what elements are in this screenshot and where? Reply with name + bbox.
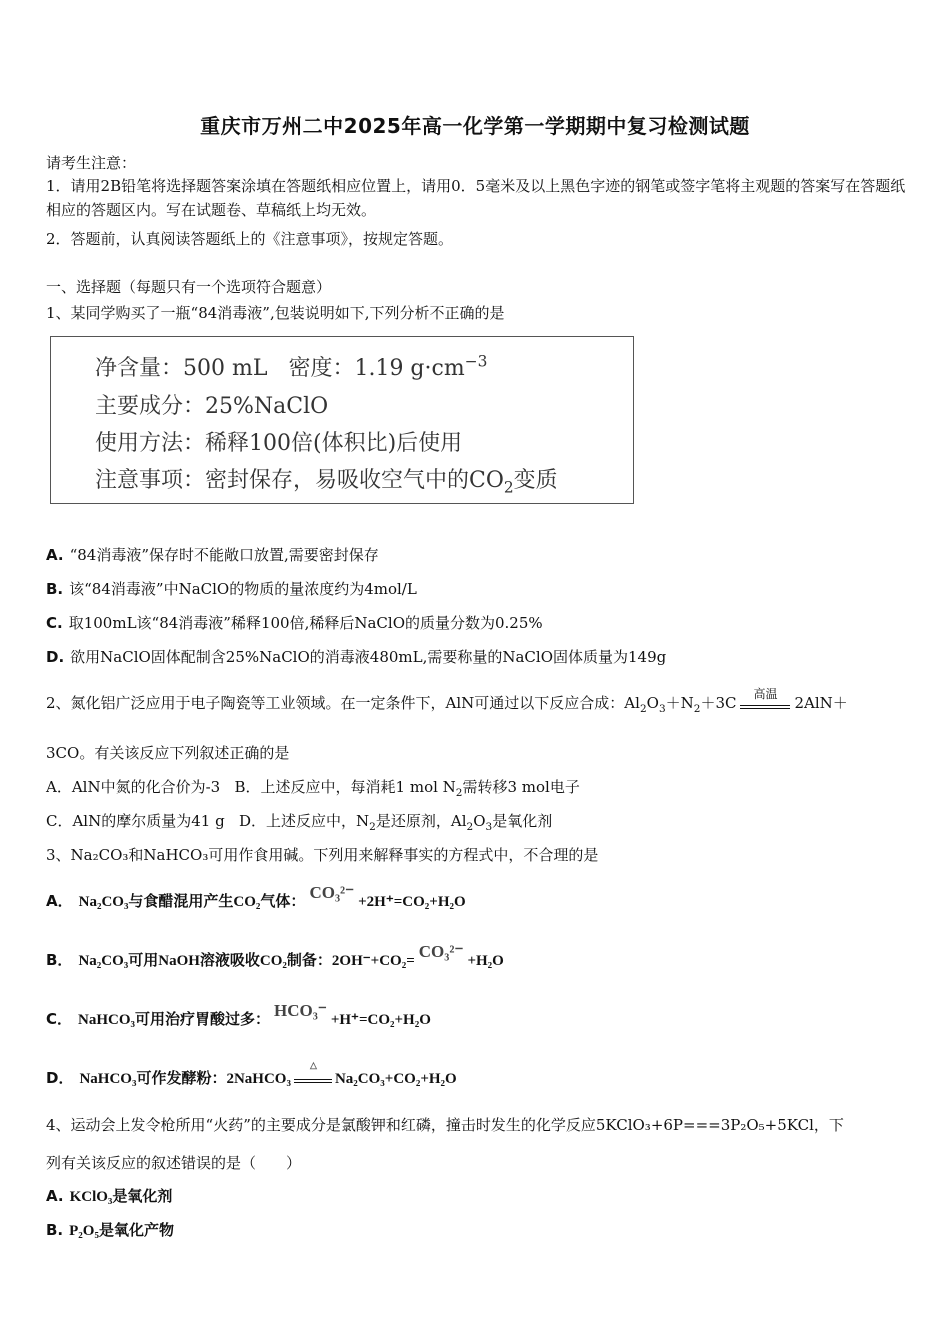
q2-option-b-end: 需转移3 mol电子 — [462, 778, 580, 796]
q2-option-d-end: 是氧化剂 — [492, 812, 553, 830]
question-2-stem: 2、氮化铝广泛应用于电子陶瓷等工业领域。在一定条件下，AlN可通过以下反应合成：$Al_2O_3+N_2+3C$ 高温 2AlN＋ — [46, 687, 848, 715]
label-net: 净含量：500 mL — [95, 356, 268, 381]
q2-option-d-o: O — [473, 812, 486, 830]
q4-option-b — [46, 1219, 174, 1240]
reaction-arrow-heat — [294, 1059, 332, 1086]
label-caution-text: 注意事项：密封保存，易吸收空气中的CO — [95, 468, 504, 493]
option-text: P₂O₅是氧化产物 — [69, 1223, 174, 1239]
option-letter: D. — [46, 648, 65, 666]
question-3-stem: 3、Na₂CO₃和NaHCO₃可用作食用碱。下列用来解释事实的方程式中，不合理的是 — [46, 846, 599, 864]
option-text: 欲用NaClO固体配制含25%NaClO的消毒液480mL,需要称量的NaClO固体质量为149g — [70, 648, 667, 666]
q1-option-b — [46, 578, 417, 599]
q3-option-c: C． NaHCO₃可用治疗胃酸过多： HCO₃⁻ +H⁺=CO₂+H₂O — [46, 1001, 431, 1028]
label-caution-end: 变质 — [513, 468, 558, 493]
carbonate-ion: CO₃²⁻ — [418, 942, 464, 961]
q1-option-a — [46, 544, 379, 565]
q3-option-a-text: Na₂CO₃与食醋混用产生CO₂气体： — [78, 894, 306, 910]
notice-heading: 请考生注意： — [46, 154, 137, 172]
question-1-stem: 1、某同学购买了一瓶“84消毒液”,包装说明如下,下列分析不正确的是 — [46, 304, 505, 322]
option-letter: C. — [46, 614, 63, 632]
page-title: 重庆市万州二中2025年高一化学第一学期期中复习检测试题 — [200, 114, 750, 138]
label-net-density — [95, 351, 487, 382]
arrow-label: △ — [309, 1059, 317, 1070]
q2-options-cd: C．AlN的摩尔质量为41 g D．上述反应中，$N_2$是还原剂，$Al_2O_3$是氧化剂 — [46, 812, 553, 833]
bicarbonate-ion: HCO₃⁻ — [274, 1001, 327, 1020]
q2-stem-product: 2AlN＋ — [794, 694, 848, 712]
option-text: 取100mL该“84消毒液”稀释100倍,稀释后NaClO的质量分数为0.25% — [68, 614, 543, 632]
q3-option-b-eq: +H₂O — [467, 953, 504, 969]
q2-option-c: C．AlN的摩尔质量为41 g — [46, 812, 225, 830]
label-density-exp: −3 — [464, 352, 488, 371]
q2-stem-n: ＋N — [665, 694, 694, 712]
q2-option-b: B．上述反应中，每消耗1 mol N — [234, 778, 456, 796]
q1-option-d — [46, 646, 666, 667]
q2-stem-o: O — [646, 694, 659, 712]
q3-option-d-eq: Na₂CO₃+CO₂+H₂O — [334, 1071, 457, 1087]
q3-option-b-text: Na₂CO₃可用NaOH溶液吸收CO₂制备：2OH⁻+CO₂= — [78, 953, 415, 969]
q2-option-a: A．AlN中氮的化合价为-3 — [46, 778, 221, 796]
label-usage: 使用方法：稀释100倍(体积比)后使用 — [95, 431, 463, 456]
notice-item-1: 1．请用2B铅笔将选择题答案涂填在答题纸相应位置上，请用0．5毫米及以上黑色字迹的钢笔或签字笔将主观题的答案写在答题纸相应的答题区内。写在试题卷、草稿纸上均无效。 — [46, 177, 906, 219]
label-density: 密度：1.19 g·cm — [288, 356, 465, 381]
q3-option-c-text: NaHCO₃可用治疗胃酸过多： — [78, 1012, 271, 1028]
q2-stem-c: ＋3C — [700, 694, 737, 712]
q2-option-d-mid: 是还原剂，Al — [375, 812, 467, 830]
q3-option-d: D． NaHCO₃可作发酵粉：2NaHCO₃ △ Na₂CO₃+CO₂+H₂O — [46, 1059, 457, 1087]
label-component: 主要成分：25%NaClO — [95, 394, 329, 419]
question-4-stem: 4、运动会上发令枪所用“火药”的主要成分是氯酸钾和红磷，撞击时发生的化学反应5KClO₃+6P===3P₂O₅+5KCl，下 — [46, 1116, 844, 1134]
option-letter: B. — [46, 1221, 64, 1239]
q3-option-a: A． Na₂CO₃与食醋混用产生CO₂气体： CO₃²⁻ +2H⁺=CO₂+H₂O — [46, 883, 466, 910]
label-caution — [95, 463, 558, 496]
option-text: 该“84消毒液”中NaClO的物质的量浓度约为4mol/L — [69, 580, 417, 598]
q4-option-a — [46, 1185, 172, 1206]
q2-options-ab: A．AlN中氮的化合价为-3 B．上述反应中，每消耗1 mol $N_2$需转移3 mol电子 — [46, 778, 580, 799]
q3-option-d-text: NaHCO₃可作发酵粉：2NaHCO₃ — [79, 1071, 291, 1087]
carbonate-ion: CO₃²⁻ — [309, 883, 355, 902]
q1-option-c — [46, 612, 543, 633]
notice-item-2: 2．答题前，认真阅读答题纸上的《注意事项》，按规定答题。 — [46, 230, 454, 248]
option-text: “84消毒液”保存时不能敞口放置,需要密封保存 — [69, 546, 379, 564]
option-letter: A. — [46, 546, 64, 564]
option-letter: A. — [46, 1187, 64, 1205]
question-2-stem-line2: 3CO。有关该反应下列叙述正确的是 — [46, 744, 290, 762]
question-4-stem-line2: 列有关该反应的叙述错误的是（ ） — [46, 1154, 302, 1172]
option-letter: B. — [46, 580, 64, 598]
section-heading: 一、选择题（每题只有一个选项符合题意） — [46, 278, 332, 296]
option-text: KClO₃是氧化剂 — [69, 1189, 173, 1205]
label-caution-sub: 2 — [503, 478, 514, 497]
q2-stem-text: 2、氮化铝广泛应用于电子陶瓷等工业领域。在一定条件下，AlN可通过以下反应合成：Al — [46, 694, 640, 712]
q3-option-b: B． Na₂CO₃可用NaOH溶液吸收CO₂制备：2OH⁻+CO₂= CO₃²⁻ +H₂O — [46, 942, 504, 969]
q3-option-a-eq: +2H⁺=CO₂+H₂O — [358, 894, 466, 910]
product-label-box — [50, 336, 634, 504]
q3-option-c-eq: +H⁺=CO₂+H₂O — [330, 1012, 431, 1028]
reaction-arrow-high-temp — [740, 687, 790, 711]
arrow-label: 高温 — [753, 687, 778, 701]
q2-option-d: D．上述反应中，N — [239, 812, 370, 830]
